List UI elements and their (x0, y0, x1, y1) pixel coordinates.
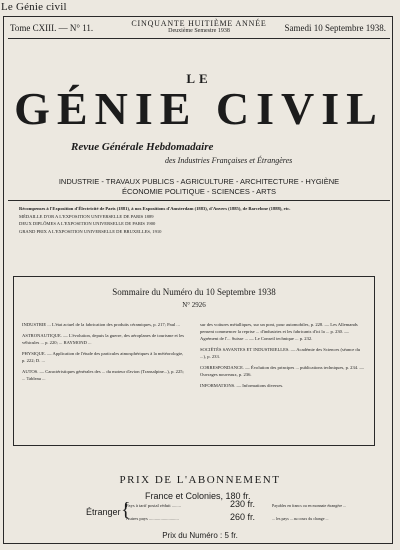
award-line-1: Récompenses à l'Exposition d'Électricité de Paris (1881), à nos Expositions d'Amsterdam (1883), d'Anvers (1885), de Barcelone (1888), etc. (19, 206, 291, 211)
journal-subtitle-secondary: des Industries Françaises et Étrangères (165, 156, 293, 165)
summary-entry: ASTRONAUTIQUE. — L'évolution, depuis la guerre, des aéroplanes de tourisme et les véhicules ... p. 220; ... RAYMOND ... (22, 333, 185, 345)
summary-title: Sommaire du Numéro du 10 Septembre 1938 (112, 287, 276, 297)
tarif-other-note: ... les pays ... au cours du change ... (272, 516, 329, 521)
edition-year: CINQUANTE HUITIÈME ANNÉE (131, 19, 267, 28)
topics-list (4, 177, 394, 197)
journal-subtitle: Revue Générale Hebdomadaire (71, 141, 214, 153)
topics-divider (8, 200, 390, 201)
issue-number: N° 2926 (182, 301, 206, 309)
masthead-divider (8, 38, 390, 39)
awards-list (19, 205, 290, 235)
summary-entry: SOCIÉTÉS SAVANTES ET INDUSTRIELLES. — Académie des Sciences (séance du ...), p. 233. (200, 347, 360, 359)
summary-box (13, 276, 375, 446)
journal-title: GÉNIE CIVIL (14, 83, 384, 134)
tarif-reduced-label: Pays à tarif postal réduit ........ (126, 503, 181, 508)
tarif-reduced-note: Payables en francs ou en monnaie étrangère ... (272, 503, 347, 508)
masthead (4, 17, 394, 51)
topics-line-1: INDUSTRIE - TRAVAUX PUBLICS - AGRICULTURE - ARCHITECTURE - HYGIÈNE (58, 177, 340, 186)
summary-column-left (22, 321, 187, 386)
edition-semester: Deuxième Semestre 1938 (168, 28, 230, 34)
summary-column-right (200, 321, 365, 393)
price-foreign-label: Étranger (86, 507, 121, 517)
topics-line-2: ÉCONOMIE POLITIQUE - SCIENCES - ARTS (121, 187, 277, 196)
title-article: LE (186, 71, 212, 86)
summary-entry: INDUSTRIE ... L'état actuel de la fabrication des produits céramiques, p. 217; Paul ... (22, 322, 180, 327)
tarif-other-price: 260 fr. (230, 512, 256, 522)
tarif-reduced-price: 230 fr. (230, 499, 256, 509)
subscription-title: PRIX DE L'ABONNEMENT (119, 474, 281, 486)
award-line-2: MÉDAILLE D'OR A L'EXPOSITION UNIVERSELLE DE PARIS 1889 (19, 213, 154, 219)
journal-label: Le Génie civil (1, 1, 67, 13)
issue-date: Samedi 10 Septembre 1938. (284, 23, 386, 33)
price-france: France et Colonies, 180 fr. (145, 491, 251, 501)
award-line-4: GRAND PRIX A L'EXPOSITION UNIVERSELLE DE BRUXELLES, 1910 (19, 228, 162, 234)
summary-entry: CORRESPONDANCE. — Évolution des principes ... publications techniques, p. 234. — Ouvrages nouveaux, p. 236. (200, 365, 364, 377)
tarif-other-label: Autres pays .......................... (126, 516, 179, 521)
award-line-3: DEUX DIPLÔMES A L'EXPOSITION UNIVERSELLE DE PARIS 1900 (19, 221, 156, 227)
summary-entry: sur des voitures métalliques, sur un pont, pour automobiles, p. 228. — Les Allemands pensent commencer la reprise ... d'industries et les fabricants d'ici la ... p. 230. — Agrément de l'... Suisse ... — Le Conseil technique ... p. 232. (200, 322, 358, 341)
summary-entry: INFORMATIONS. — Informations diverses. (200, 383, 284, 388)
brace-glyph: { (121, 499, 131, 521)
summary-entry: PHYSIQUE. — Application de l'étude des particules atmosphériques à la météorologie, p. 222; D. ... (22, 351, 184, 363)
single-issue-price: Prix du Numéro : 5 fr. (162, 531, 238, 540)
summary-entry: AUTOS. — Caractéristiques générales des ... du moteur d'avion (Transalpine...), p. 225; ... Tableau ... (22, 369, 184, 381)
tome-number: Tome CXIII. — N° 11. (10, 23, 94, 33)
